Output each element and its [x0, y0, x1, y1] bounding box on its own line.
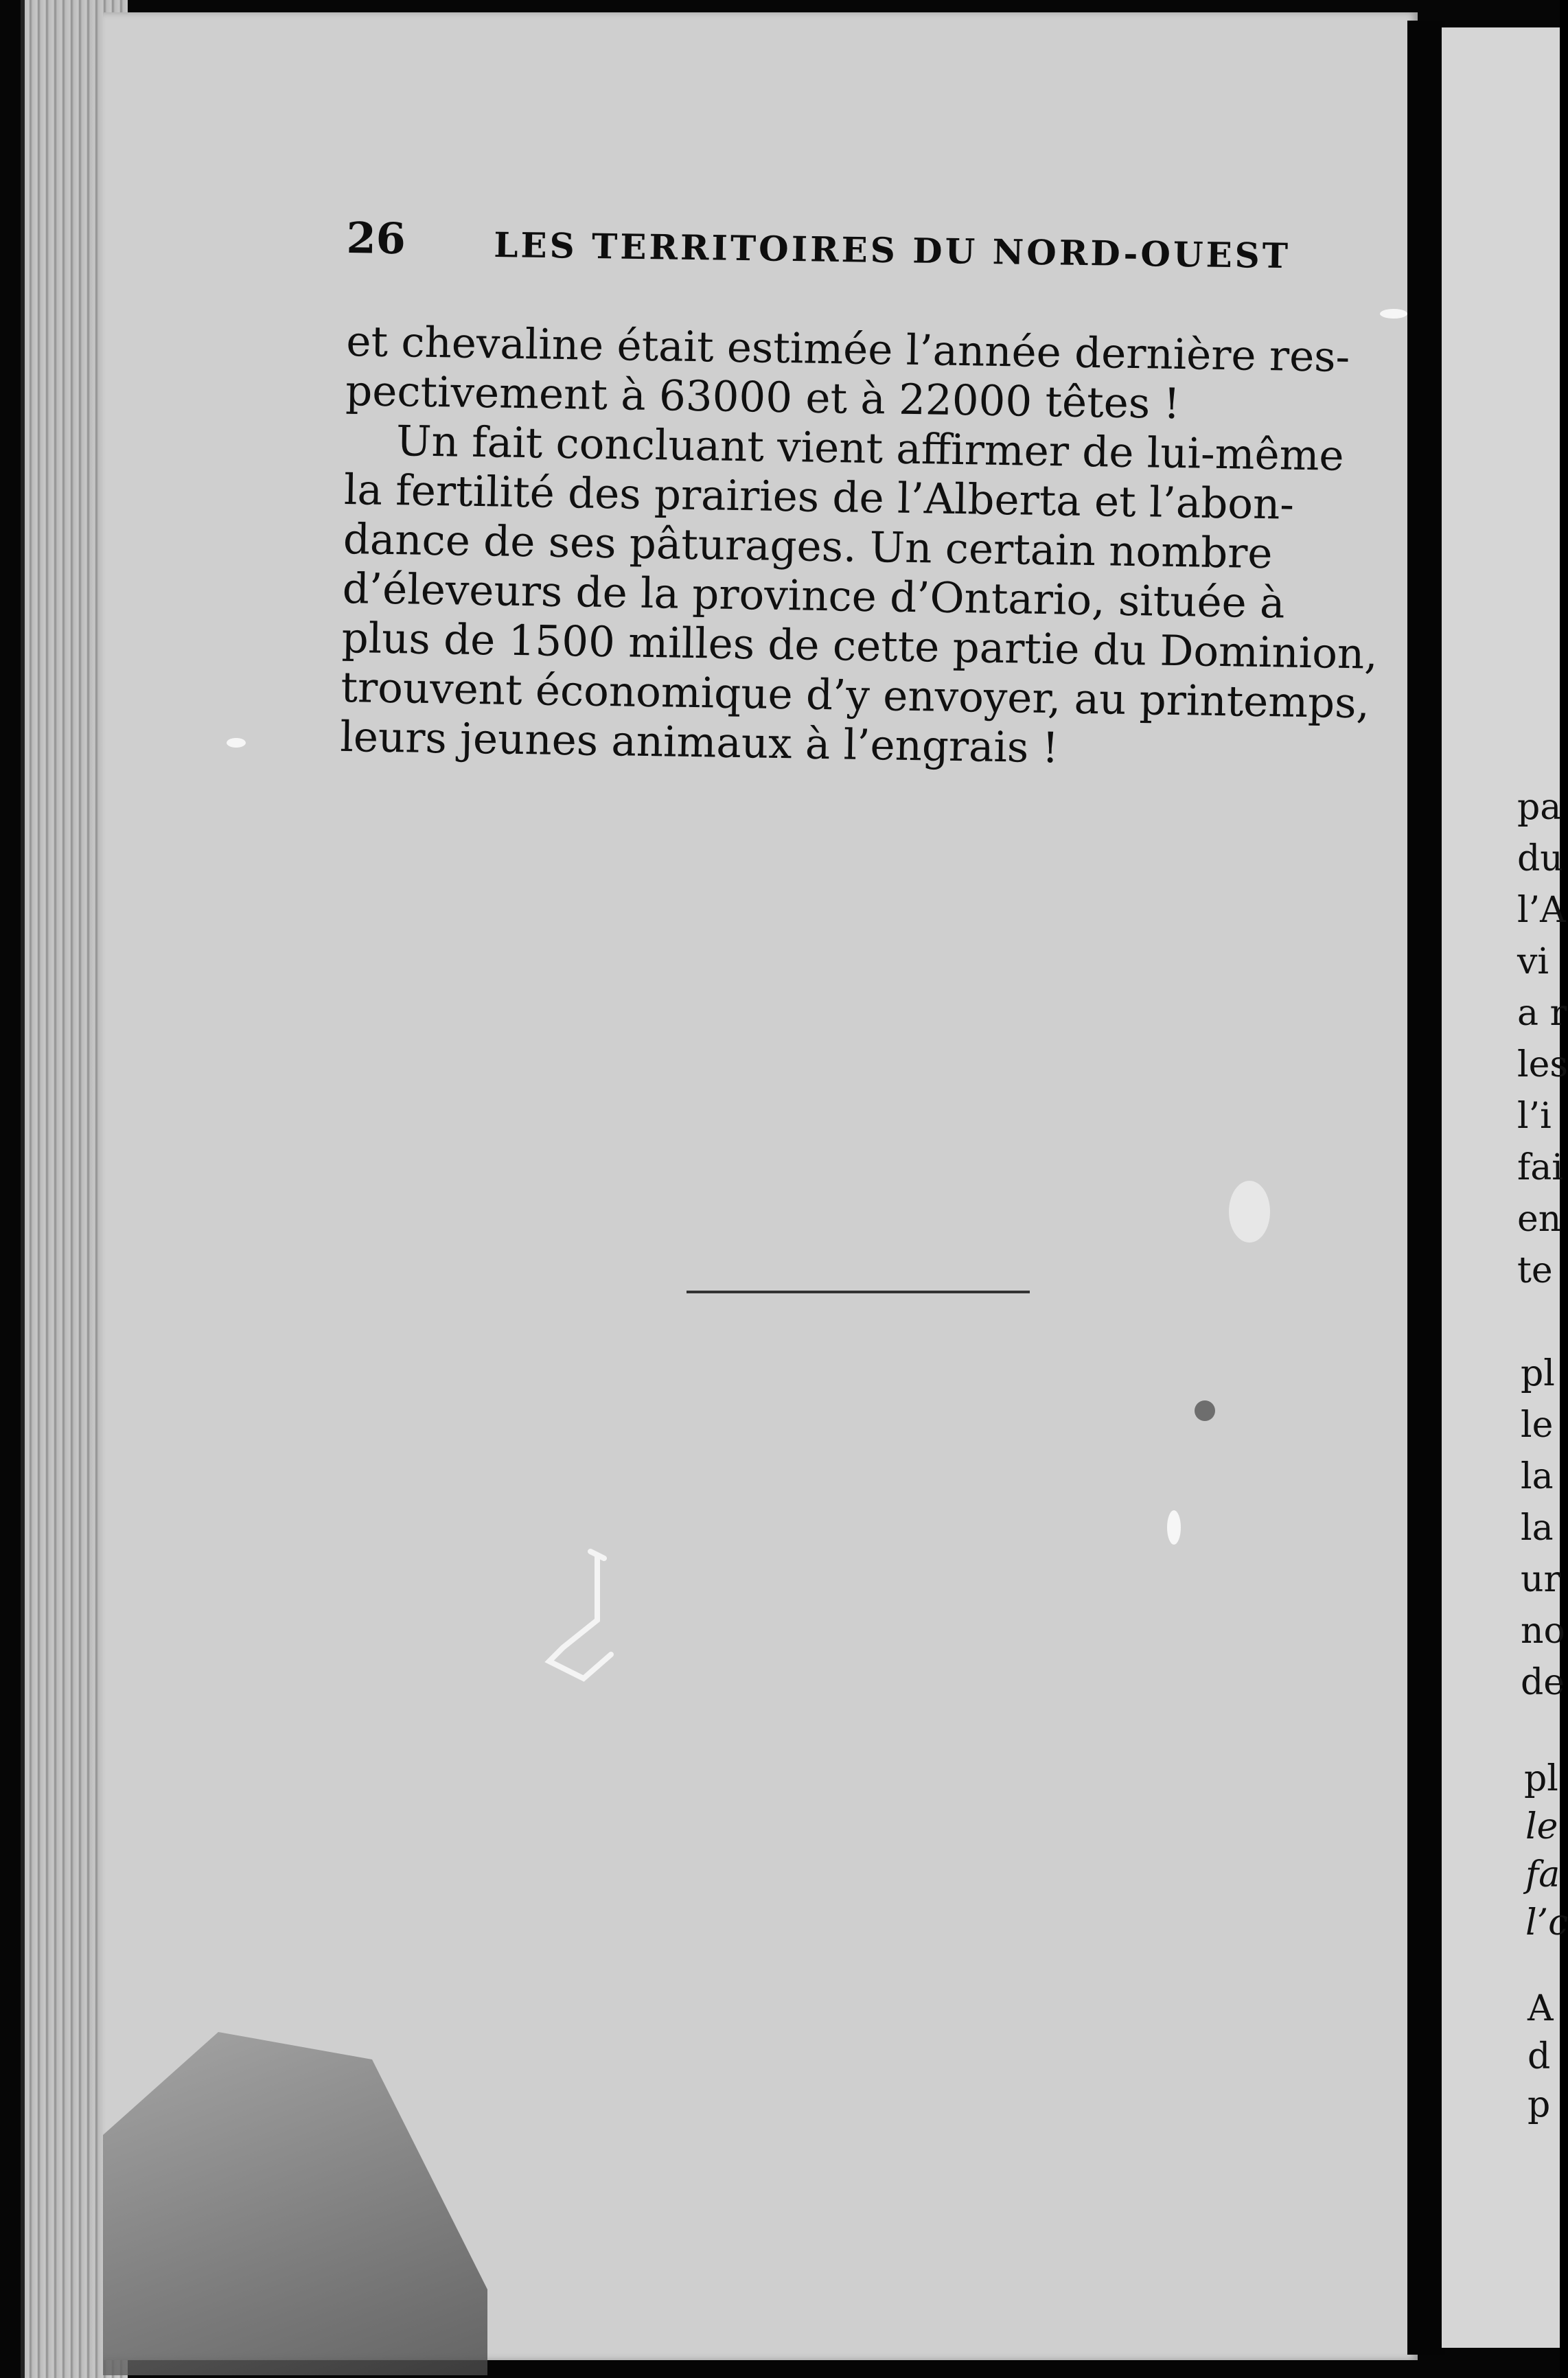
- facing-fragment: pa: [1517, 787, 1562, 828]
- facing-fragment: la: [1521, 1508, 1554, 1549]
- text-line: trouvent économique d’y envoyer, au printemps,: [340, 662, 1370, 728]
- facing-fragment: la: [1521, 1456, 1554, 1497]
- facing-fragment: fai: [1517, 1147, 1563, 1188]
- binding-gutter: [1407, 21, 1445, 2355]
- facing-fragment: l’A: [1517, 890, 1566, 931]
- facing-fragment: pl: [1524, 1758, 1558, 1799]
- text-line: plus de 1500 milles de cette partie du Dominion,: [341, 613, 1379, 679]
- dust-speck: [1167, 1510, 1181, 1545]
- facing-fragment: l’c: [1525, 1902, 1568, 1943]
- section-rule: [687, 1291, 1030, 1293]
- dust-speck: [1229, 1181, 1270, 1243]
- facing-fragment: A: [1527, 1988, 1554, 2029]
- facing-fragment: les: [1517, 1044, 1568, 1085]
- text-line: et chevaline était estimée l’année dernière res-: [345, 317, 1350, 382]
- page-number: 26: [345, 213, 406, 264]
- pencil-mark: [542, 1545, 618, 1682]
- facing-fragment: fa: [1525, 1854, 1560, 1895]
- facing-fragment: te: [1517, 1250, 1553, 1291]
- text-line: Un fait concluant vient affirmer de lui-même: [395, 417, 1345, 481]
- facing-fragment: le: [1525, 1806, 1558, 1847]
- body-text: [339, 317, 1379, 778]
- facing-page: [1442, 27, 1568, 2348]
- facing-fragment: du: [1517, 838, 1563, 879]
- facing-fragment: no: [1521, 1611, 1565, 1652]
- facing-fragment: pl: [1521, 1353, 1555, 1394]
- dust-speck: [1195, 1400, 1215, 1421]
- text-line: leurs jeunes animaux à l’engrais !: [339, 712, 1059, 773]
- text-line: la fertilité des prairies de l’Alberta et l’abon-: [343, 465, 1295, 529]
- facing-fragment: ur: [1521, 1559, 1561, 1600]
- dust-speck: [1380, 309, 1407, 319]
- text-line: dance de ses pâturages. Un certain nombre: [343, 514, 1273, 579]
- facing-fragment: d: [1527, 2036, 1551, 2077]
- facing-fragment: vi: [1517, 941, 1549, 982]
- facing-fragment: p: [1527, 2084, 1551, 2125]
- facing-fragment: l’i: [1517, 1096, 1552, 1137]
- running-title: LES TERRITOIRES DU NORD-OUEST: [493, 224, 1291, 277]
- facing-fragment: en: [1517, 1199, 1562, 1240]
- text-line: pectivement à 63000 et à 22000 têtes !: [345, 366, 1181, 429]
- facing-fragment: de: [1521, 1662, 1565, 1703]
- text-line: d’éleveurs de la province d’Ontario, située à: [342, 564, 1286, 628]
- facing-fragment: a r: [1517, 993, 1567, 1034]
- facing-fragment: le: [1521, 1405, 1554, 1446]
- dust-speck: [227, 738, 246, 748]
